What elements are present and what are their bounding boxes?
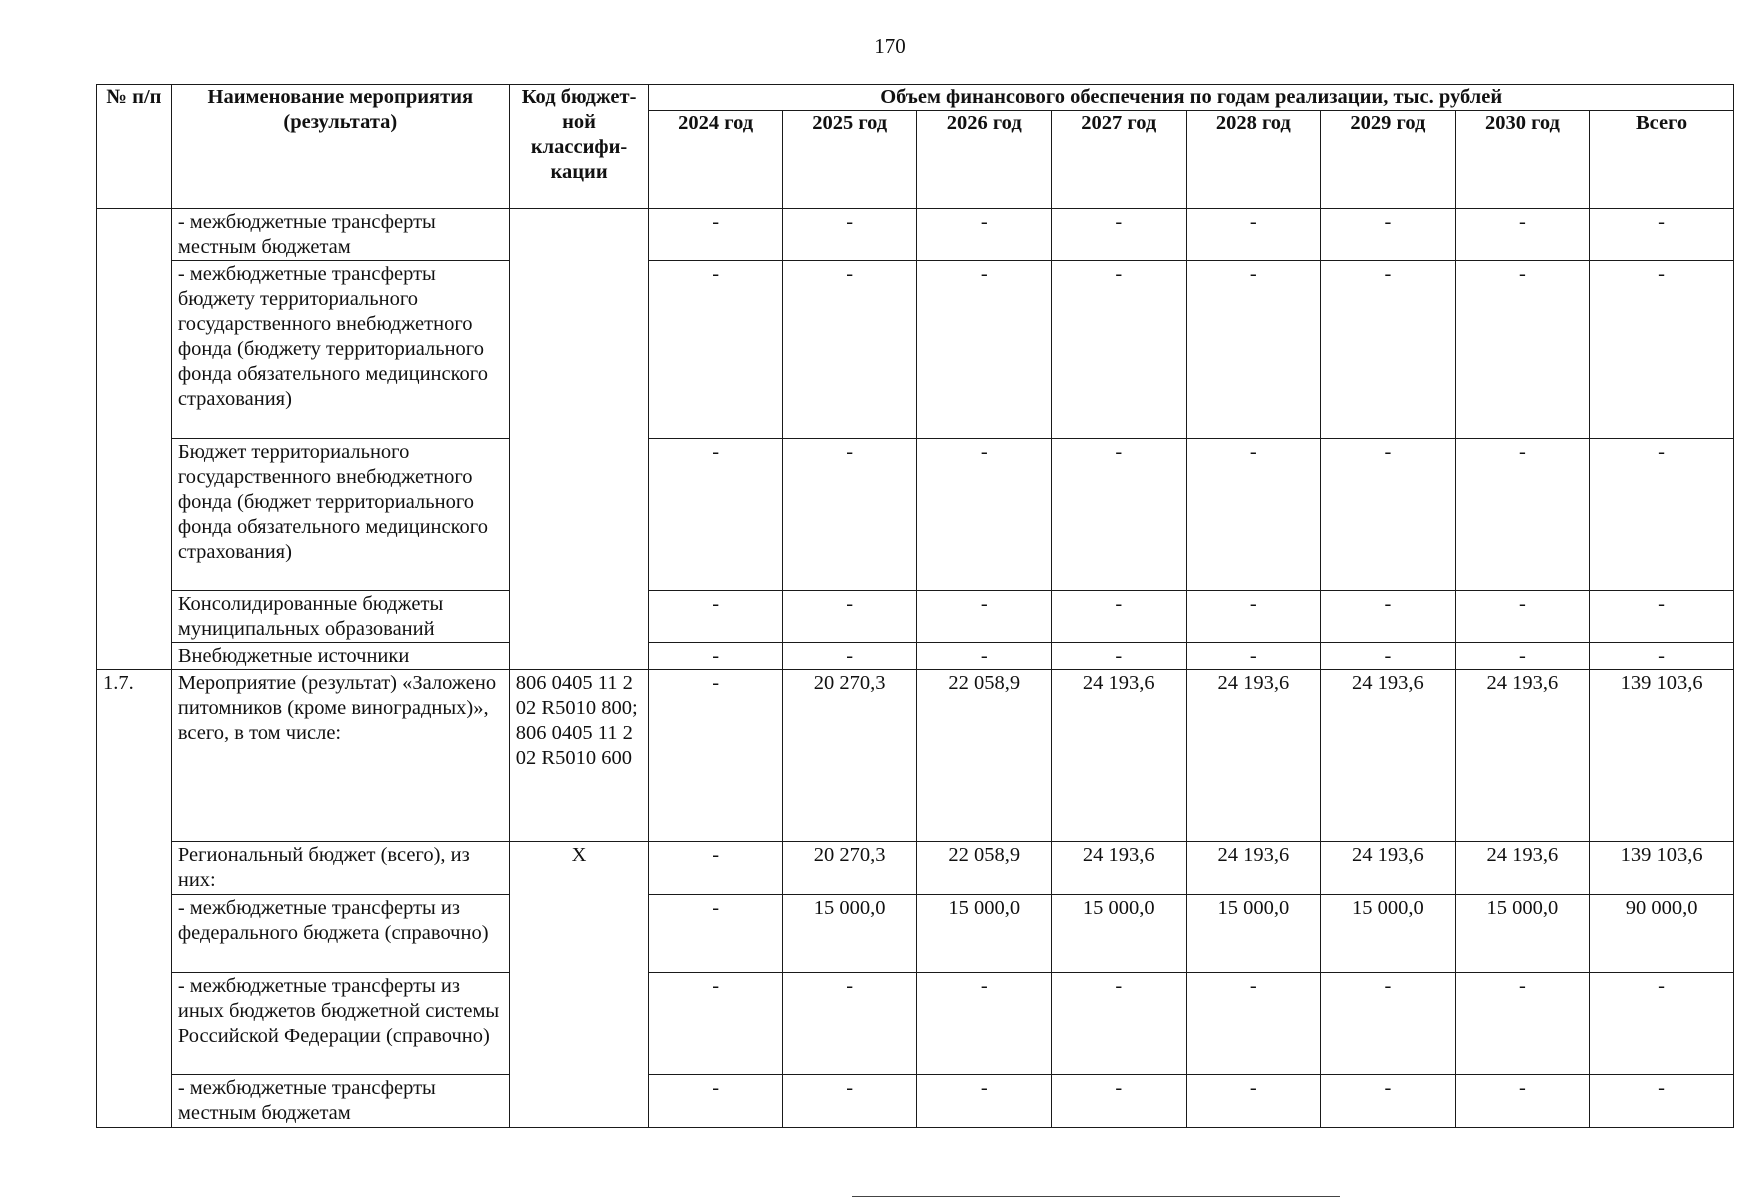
row-value: - xyxy=(1052,1075,1187,1128)
row-value: - xyxy=(1186,261,1321,439)
header-total: Всего xyxy=(1590,111,1734,209)
row-value: - xyxy=(649,643,783,670)
table-row xyxy=(97,591,1734,643)
row-num: 1.7. xyxy=(97,670,172,1128)
row-value: - xyxy=(1321,591,1456,643)
row-value: - xyxy=(917,1075,1052,1128)
header-year: 2024 год xyxy=(649,111,783,209)
row-value: - xyxy=(1590,973,1734,1075)
row-value: 24 193,6 xyxy=(1052,670,1187,842)
row-value: 20 270,3 xyxy=(782,842,917,895)
header-name: Наименование мероприятия (результата) xyxy=(171,85,509,209)
row-value: - xyxy=(782,591,917,643)
row-value: 90 000,0 xyxy=(1590,895,1734,973)
header-year: 2027 год xyxy=(1052,111,1187,209)
row-value: - xyxy=(649,842,783,895)
row-value: - xyxy=(1455,261,1590,439)
row-value: - xyxy=(917,439,1052,591)
row-value: - xyxy=(782,209,917,261)
row-value: 24 193,6 xyxy=(1052,842,1187,895)
row-value: 139 103,6 xyxy=(1590,842,1734,895)
row-value: 15 000,0 xyxy=(782,895,917,973)
row-value: 24 193,6 xyxy=(1455,670,1590,842)
row-value: - xyxy=(1186,591,1321,643)
header-year: 2025 год xyxy=(782,111,917,209)
row-value: - xyxy=(1321,439,1456,591)
row-value: - xyxy=(1186,209,1321,261)
row-value: - xyxy=(1455,209,1590,261)
row-value: - xyxy=(1321,643,1456,670)
row-value: - xyxy=(1186,643,1321,670)
table-row xyxy=(97,842,1734,895)
row-value: 15 000,0 xyxy=(1455,895,1590,973)
row-code xyxy=(509,209,649,670)
row-value: - xyxy=(649,1075,783,1128)
table-row xyxy=(97,895,1734,973)
row-value: - xyxy=(1186,1075,1321,1128)
row-value: - xyxy=(1321,1075,1456,1128)
row-value: - xyxy=(1052,591,1187,643)
row-value: - xyxy=(649,973,783,1075)
header-code: Код бюджет-ной классифи-кации xyxy=(509,85,649,209)
row-value: - xyxy=(649,209,783,261)
row-value: 24 193,6 xyxy=(1186,842,1321,895)
row-value: 24 193,6 xyxy=(1321,670,1456,842)
header-year: 2030 год xyxy=(1455,111,1590,209)
row-value: - xyxy=(1590,261,1734,439)
row-value: - xyxy=(1052,261,1187,439)
row-value: - xyxy=(1052,209,1187,261)
row-value: 139 103,6 xyxy=(1590,670,1734,842)
row-value: - xyxy=(782,643,917,670)
row-value: - xyxy=(782,1075,917,1128)
row-value: 22 058,9 xyxy=(917,842,1052,895)
row-value: - xyxy=(1052,643,1187,670)
header-volume: Объем финансового обеспечения по годам реализации, тыс. рублей xyxy=(649,85,1734,111)
row-value: - xyxy=(917,643,1052,670)
row-value: - xyxy=(782,261,917,439)
row-name: Региональный бюджет (всего), из них: xyxy=(171,842,509,895)
row-name: Бюджет территориального государственного внебюджетного фонда (бюджет территориального фонда обязательного медицинского страхования) xyxy=(171,439,509,591)
page-number: 170 xyxy=(874,34,906,58)
row-code: Х xyxy=(509,842,649,1128)
row-value: - xyxy=(917,209,1052,261)
row-value: - xyxy=(1455,1075,1590,1128)
row-value: 15 000,0 xyxy=(1321,895,1456,973)
row-value: 24 193,6 xyxy=(1321,842,1456,895)
row-value: - xyxy=(1186,439,1321,591)
table-row xyxy=(97,670,1734,842)
row-value: - xyxy=(1321,209,1456,261)
row-value: 15 000,0 xyxy=(1052,895,1187,973)
row-value: 15 000,0 xyxy=(1186,895,1321,973)
row-value: - xyxy=(1455,643,1590,670)
row-value: 24 193,6 xyxy=(1455,842,1590,895)
header-year: 2028 год xyxy=(1186,111,1321,209)
row-name: - межбюджетные трансферты бюджету территориального государственного внебюджетного фонда (бюджету территориального фонда обязательного медицинского страхования) xyxy=(171,261,509,439)
row-value: - xyxy=(917,591,1052,643)
row-value: - xyxy=(1590,1075,1734,1128)
row-value: - xyxy=(649,591,783,643)
row-value: - xyxy=(782,439,917,591)
row-value: - xyxy=(1590,439,1734,591)
table-row xyxy=(97,209,1734,261)
row-value: 20 270,3 xyxy=(782,670,917,842)
row-name: - межбюджетные трансферты местным бюджетам xyxy=(171,1075,509,1128)
row-name: Консолидированные бюджеты муниципальных образований xyxy=(171,591,509,643)
row-value: - xyxy=(1321,973,1456,1075)
header-year: 2029 год xyxy=(1321,111,1456,209)
row-value: - xyxy=(1590,591,1734,643)
row-value: - xyxy=(1455,439,1590,591)
table-row xyxy=(97,1075,1734,1128)
row-name: Внебюджетные источники xyxy=(171,643,509,670)
row-value: - xyxy=(1052,973,1187,1075)
header-num: № п/п xyxy=(97,85,172,209)
row-name: - межбюджетные трансферты из федерального бюджета (справочно) xyxy=(171,895,509,973)
row-name: Мероприятие (результат) «Заложено питомников (кроме виноградных)», всего, в том числе: xyxy=(171,670,509,842)
row-value: - xyxy=(1590,643,1734,670)
row-value: - xyxy=(1455,591,1590,643)
row-value: - xyxy=(917,973,1052,1075)
table-row xyxy=(97,643,1734,670)
row-value: - xyxy=(649,261,783,439)
row-code: 806 0405 11 2 02 R5010 800; 806 0405 11 2 02 R5010 600 xyxy=(509,670,649,842)
row-value: - xyxy=(1455,973,1590,1075)
header-year: 2026 год xyxy=(917,111,1052,209)
table-row xyxy=(97,973,1734,1075)
table-row xyxy=(97,261,1734,439)
row-value: - xyxy=(649,895,783,973)
financing-table xyxy=(96,84,1734,1128)
row-value: - xyxy=(1590,209,1734,261)
footer-rule xyxy=(852,1196,1340,1197)
row-value: 24 193,6 xyxy=(1186,670,1321,842)
table-row xyxy=(97,439,1734,591)
row-num xyxy=(97,209,172,670)
row-value: - xyxy=(1186,973,1321,1075)
row-value: - xyxy=(1321,261,1456,439)
row-name: - межбюджетные трансферты местным бюджетам xyxy=(171,209,509,261)
row-value: - xyxy=(649,439,783,591)
row-name: - межбюджетные трансферты из иных бюджетов бюджетной системы Российской Федерации (справочно) xyxy=(171,973,509,1075)
row-value: - xyxy=(782,973,917,1075)
row-value: - xyxy=(649,670,783,842)
row-value: - xyxy=(1052,439,1187,591)
row-value: - xyxy=(917,261,1052,439)
row-value: 22 058,9 xyxy=(917,670,1052,842)
row-value: 15 000,0 xyxy=(917,895,1052,973)
